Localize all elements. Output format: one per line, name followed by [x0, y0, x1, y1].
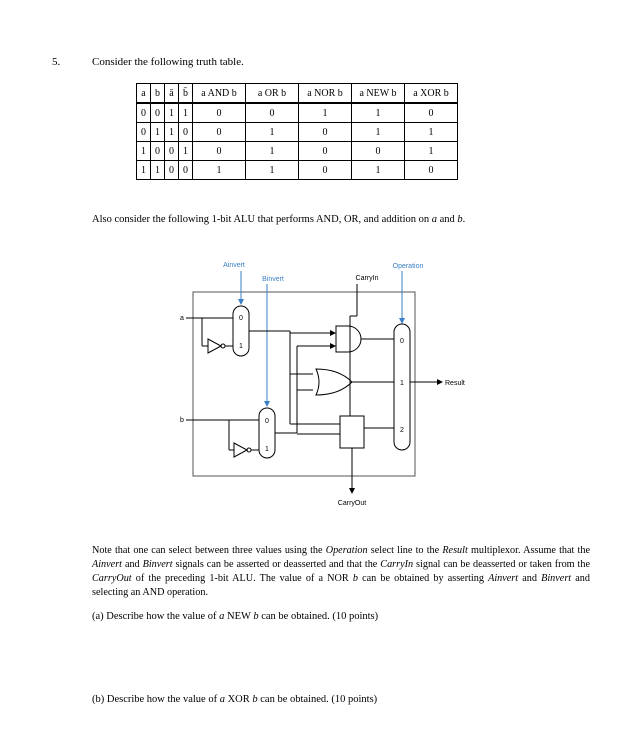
- header-not-a: ā: [165, 84, 179, 104]
- alu-text-end: .: [462, 214, 466, 225]
- table-cell: 0: [179, 123, 193, 142]
- and-gate: [336, 326, 361, 352]
- alu-diagram: [150, 258, 470, 513]
- header-xor: a XOR b: [405, 84, 458, 104]
- header-or: a OR b: [246, 84, 299, 104]
- part-b-text: can be obtained. (10 points): [257, 694, 378, 705]
- table-cell: 0: [179, 161, 193, 180]
- note-text: signals can be asserted or deasserted and that the: [172, 559, 381, 570]
- table-cell: 1: [151, 161, 165, 180]
- note-text: and: [122, 559, 143, 570]
- mux-b-input-1: 1: [265, 446, 269, 453]
- header-nor: a NOR b: [299, 84, 352, 104]
- part-a-text: can be obtained. (10 points): [258, 611, 379, 622]
- mux-a-input-1: 1: [239, 343, 243, 350]
- inverter-b-icon: [234, 443, 247, 457]
- table-cell: 1: [179, 103, 193, 123]
- table-cell: 0: [405, 161, 458, 180]
- table-cell: 1: [246, 161, 299, 180]
- table-cell: 0: [137, 123, 151, 142]
- alu-text-b: b: [457, 214, 463, 225]
- note-text: multiplexor. Assume that the: [467, 545, 590, 556]
- table-cell: 0: [151, 142, 165, 161]
- table-cell: 0: [193, 142, 246, 161]
- or-gate: [316, 369, 352, 395]
- table-cell: 1: [405, 142, 458, 161]
- table-cell: 1: [137, 142, 151, 161]
- truth-table: [136, 83, 458, 180]
- truth-table-header-row: [137, 84, 458, 104]
- note-term: Result: [442, 545, 468, 556]
- note-paragraph: [92, 544, 590, 600]
- table-cell: 1: [151, 123, 165, 142]
- note-term: Ainvert: [488, 573, 519, 584]
- note-term: Operation: [325, 545, 368, 556]
- part-a-text: NEW: [224, 611, 254, 622]
- table-cell: 1: [352, 123, 405, 142]
- mux-b-input-0: 0: [265, 418, 269, 425]
- table-cell: 0: [137, 103, 151, 123]
- note-term: b: [352, 573, 358, 584]
- table-row: [137, 103, 458, 123]
- question-part-b: [92, 694, 377, 705]
- table-cell: 1: [405, 123, 458, 142]
- table-cell: 1: [246, 123, 299, 142]
- adder-block: [340, 416, 364, 448]
- note-text: of the preceding 1-bit ALU. The value of a NOR: [131, 573, 353, 584]
- note-term: Binvert: [142, 559, 173, 570]
- table-cell: 1: [352, 103, 405, 123]
- note-term: Ainvert: [92, 559, 122, 570]
- mux-op-input-2: 2: [400, 427, 404, 434]
- table-cell: 0: [299, 142, 352, 161]
- table-cell: 0: [299, 161, 352, 180]
- note-text: and: [518, 573, 542, 584]
- table-cell: 0: [151, 103, 165, 123]
- header-and: a AND b: [193, 84, 246, 104]
- mux-op-input-1: 1: [400, 380, 404, 387]
- ainvert-label: Ainvert: [223, 262, 245, 269]
- alu-boundary: [193, 292, 415, 476]
- table-cell: 1: [299, 103, 352, 123]
- part-a-var: a: [219, 611, 225, 622]
- header-a: a: [137, 84, 151, 104]
- note-text: and selecting an AND operation.: [92, 573, 590, 598]
- operation-label: Operation: [392, 263, 424, 270]
- part-b-var: a: [219, 694, 225, 705]
- alu-text-and: and: [437, 214, 458, 225]
- table-cell: 0: [193, 103, 246, 123]
- table-row: [137, 161, 458, 180]
- table-cell: 1: [193, 161, 246, 180]
- table-cell: 1: [179, 142, 193, 161]
- table-cell: 0: [165, 142, 179, 161]
- table-cell: 1: [137, 161, 151, 180]
- result-label: Result: [445, 380, 465, 387]
- note-text: can be obtained by asserting: [357, 573, 489, 584]
- table-cell: 0: [352, 142, 405, 161]
- header-b: b: [151, 84, 165, 104]
- question-intro: Consider the following truth table.: [92, 56, 244, 68]
- binvert-label: Binvert: [262, 276, 284, 283]
- table-row: [137, 123, 458, 142]
- alu-text-a: a: [431, 214, 437, 225]
- note-text: select line to the: [367, 545, 443, 556]
- alu-text-before: Also consider the following 1-bit ALU that performs AND, OR, and addition on: [92, 214, 432, 225]
- carryin-label: CarryIn: [355, 275, 379, 282]
- note-term: Binvert: [541, 573, 572, 584]
- carryout-label: CarryOut: [337, 500, 367, 507]
- part-a-var: b: [253, 611, 259, 622]
- question-part-a: [92, 611, 378, 622]
- table-cell: 1: [246, 142, 299, 161]
- header-not-b: b̄: [179, 84, 193, 104]
- table-cell: 1: [165, 123, 179, 142]
- part-a-text: (a) Describe how the value of: [92, 611, 220, 622]
- note-term: CarryOut: [92, 573, 132, 584]
- inverter-a-icon: [208, 339, 221, 353]
- input-a-label: a: [180, 315, 184, 322]
- mux-op-input-0: 0: [400, 338, 404, 345]
- question-number: 5.: [52, 56, 61, 68]
- note-term: CarryIn: [380, 559, 414, 570]
- alu-description: [92, 214, 465, 225]
- table-cell: 0: [165, 161, 179, 180]
- table-cell: 0: [246, 103, 299, 123]
- table-cell: 1: [165, 103, 179, 123]
- note-text: Note that one can select between three values using the: [92, 545, 326, 556]
- table-row: [137, 142, 458, 161]
- table-cell: 0: [193, 123, 246, 142]
- part-b-text: XOR: [224, 694, 253, 705]
- table-cell: 0: [405, 103, 458, 123]
- mux-a-input-0: 0: [239, 315, 243, 322]
- table-cell: 1: [352, 161, 405, 180]
- input-b-label: b: [180, 417, 184, 424]
- part-b-var: b: [252, 694, 258, 705]
- part-b-text: (b) Describe how the value of: [92, 694, 220, 705]
- table-cell: 0: [299, 123, 352, 142]
- note-text: signal can be deasserted or taken from the: [413, 559, 590, 570]
- header-new: a NEW b: [352, 84, 405, 104]
